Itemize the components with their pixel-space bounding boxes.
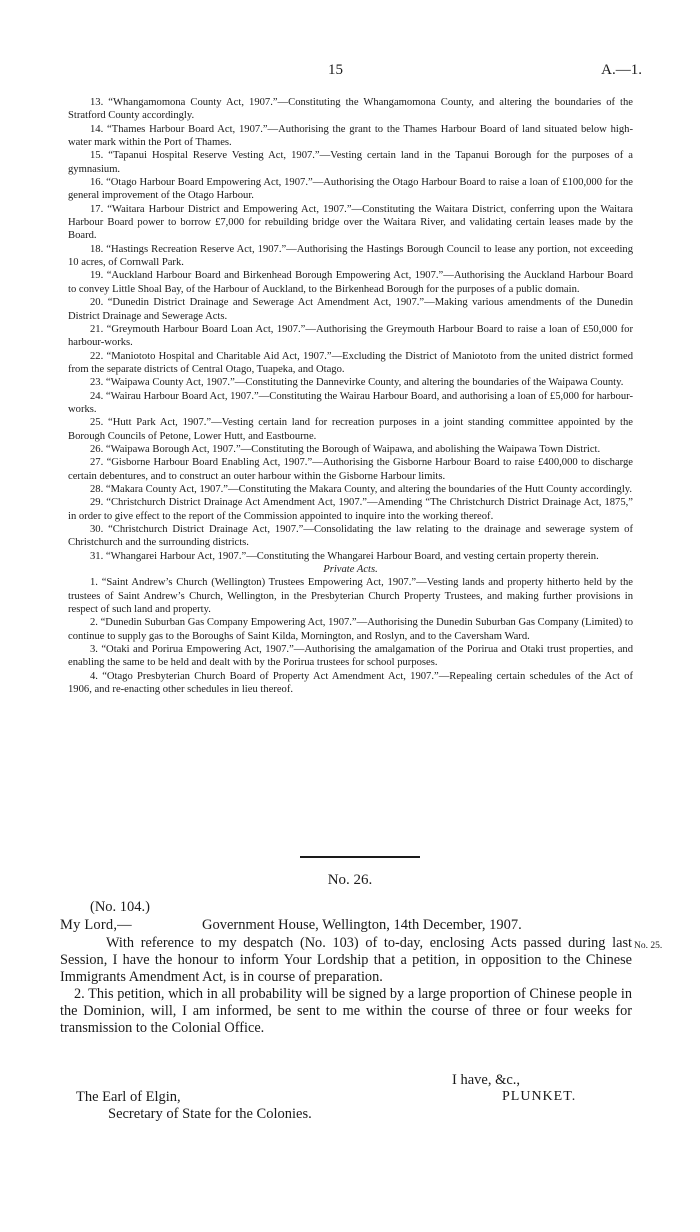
despatch-reference: (No. 104.) [90, 899, 151, 915]
dateline: Government House, Wellington, 14th December, 1907. [202, 917, 522, 933]
signature: PLUNKET. [502, 1089, 577, 1104]
letter-paragraph: 2. This petition, which in all probability will be signed by a large proportion of Chinese people in the Dominion, will, I am informed, be sent to me within the course of three or four weeks for transmission to the Colonial Office. [60, 986, 632, 1036]
act-entry: 21. “Greymouth Harbour Board Loan Act, 1907.”—Authorising the Greymouth Harbour Board to raise a loan of £50,000 for harbour-works. [68, 323, 633, 349]
act-entry: 30. “Christchurch District Drainage Act, 1907.”—Consolidating the law relating to the drainage and sewerage system of Christchurch and the surrounding districts. [68, 524, 633, 549]
act-entry: 19. “Auckland Harbour Board and Birkenhead Borough Empowering Act, 1907.”—Authorising the Auckland Harbour Board to convey Little Shoal Bay, of the Harbour of Auckland, to the Birkenhead Borough for the purposes of a public domain. [68, 270, 633, 295]
closing: I have, &c., [452, 1072, 521, 1088]
act-entry: 13. “Whangamomona County Act, 1907.”—Constituting the Whangamomona County, and altering the boundaries of the Stratford County accordingly. [68, 97, 633, 122]
act-entry: 22. “Maniototo Hospital and Charitable Aid Act, 1907.”—Excluding the District of Maniototo from the united district formed from the separate districts of Central Otago, Tuapeka, and Otago. [68, 350, 633, 375]
addressee-name: The Earl of Elgin, [76, 1089, 181, 1105]
act-entry: 28. “Makara County Act, 1907.”—Constituting the Makara County, and altering the boundaries of the Hutt County accordingly. [90, 483, 633, 495]
page-number: 15 [328, 62, 343, 78]
act-entry: 24. “Wairau Harbour Board Act, 1907.”—Constituting the Wairau Harbour Board, and authorising a loan of £5,000 for harbour-works. [68, 390, 633, 415]
addressee-title: Secretary of State for the Colonies. [108, 1106, 312, 1122]
private-act-entry: 1. “Saint Andrew’s Church (Wellington) Trustees Empowering Act, 1907.”—Vesting lands and property hitherto held by the trustees of Saint Andrew’s Church, Wellington, in the Presbyterian Church Property Trustees, and making further provisions in respect of such land and property. [68, 577, 633, 616]
act-entry: 14. “Thames Harbour Board Act, 1907.”—Authorising the grant to the Thames Harbour Board of land situated below high-water mark within the Port of Thames. [68, 123, 633, 149]
private-act-entry: 4. “Otago Presbyterian Church Board of Property Act Amendment Act, 1907.”—Repealing certain schedules of the Act of 1906, and re-enacting other schedules in lieu thereof. [68, 670, 633, 696]
act-entry: 15. “Tapanui Hospital Reserve Vesting Act, 1907.”—Vesting certain land in the Tapanui Borough for the purposes of a gymnasium. [68, 150, 633, 175]
section-divider [300, 856, 420, 858]
private-acts-heading: Private Acts. [323, 564, 378, 576]
act-entry: 16. “Otago Harbour Board Empowering Act, 1907.”—Authorising the Otago Harbour Board to raise a loan of £100,000 for the general improvement of the Otago Harbour. [68, 177, 633, 202]
act-entry: 26. “Waipawa Borough Act, 1907.”—Constituting the Borough of Waipawa, and abolishing the Waipawa Town District. [90, 443, 601, 455]
private-act-entry: 2. “Dunedin Suburban Gas Company Empowering Act, 1907.”—Authorising the Dunedin Suburban Gas Company (Limited) to continue to supply gas to the Boroughs of Saint Kilda, Mornington, and Roslyn, and to the Caversham Ward. [68, 617, 633, 642]
document-number: No. 26. [327, 872, 373, 888]
act-entry: 18. “Hastings Recreation Reserve Act, 1907.”—Authorising the Hastings Borough Council to lease any portion, not exceeding 10 acres, of Cornwall Park. [68, 243, 633, 269]
act-entry: 17. “Waitara Harbour District and Empowering Act, 1907.”—Constituting the Waitara District, conferring upon the Waitara Harbour Board power to borrow £7,000 for rebuilding bridge over the Waitara River, and validating certain leases made by the Board. [68, 203, 633, 242]
letter-body [60, 935, 632, 1037]
act-entry: 31. “Whangarei Harbour Act, 1907.”—Constituting the Whangarei Harbour Board, and vesting certain property therein. [90, 550, 599, 562]
act-entry: 25. “Hutt Park Act, 1907.”—Vesting certain land for recreation purposes in a joint standing committee appointed by the Borough Councils of Petone, Lower Hutt, and Eastbourne. [68, 417, 633, 442]
page-reference: A.—1. [601, 62, 642, 78]
private-act-entry: 3. “Otaki and Porirua Empowering Act, 1907.”—Authorising the amalgamation of the Porirua and Otaki trust properties, and enabling the same to be held and dealt with by the Porirua trustees for school purposes. [68, 644, 633, 669]
act-entry: 29. “Christchurch District Drainage Act Amendment Act, 1907.”—Amending “The Christchurch District Drainage Act, 1875,” in order to give effect to the report of the Commission appointed to inquire into the working thereof. [68, 497, 633, 522]
acts-list [68, 96, 633, 696]
act-entry: 23. “Waipawa County Act, 1907.”—Constituting the Dannevirke County, and altering the boundaries of the Waipawa County. [90, 377, 624, 389]
margin-note: No. 25. [634, 941, 663, 951]
page-header [0, 62, 700, 80]
act-entry: 20. “Dunedin District Drainage and Sewerage Act Amendment Act, 1907.”—Making various amendments of the Dunedin District Drainage and Sewerage Acts. [68, 297, 633, 322]
salutation: My Lord,— [60, 917, 132, 933]
letter-paragraph: With reference to my despatch (No. 103) of to-day, enclosing Acts passed during last Session, I have the honour to inform Your Lordship that a petition, in opposition to the Chinese Immigrants Amendment Act, is in course of preparation. [60, 935, 632, 985]
act-entry: 27. “Gisborne Harbour Board Enabling Act, 1907.”—Authorising the Gisborne Harbour Board to raise £400,000 to discharge certain debentures, and to construct an outer harbour within the Gisborne Harbour limits. [68, 457, 633, 482]
